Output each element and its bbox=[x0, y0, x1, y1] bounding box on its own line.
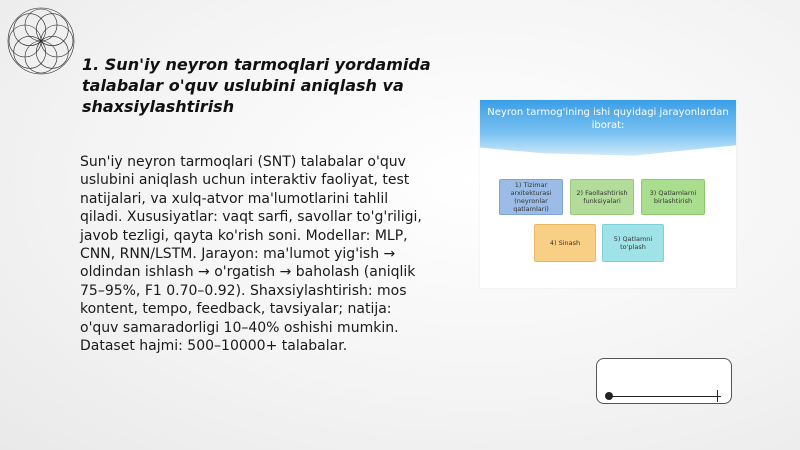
diagram-step-1: 1) Tizimar arxitekturasi (neyronlar qatlamlari) bbox=[499, 179, 563, 215]
neural-network-diagram-image bbox=[480, 100, 736, 288]
media-end-marker-icon bbox=[717, 390, 718, 402]
slide-title: 1. Sun'iy neyron tarmoqlari yordamida talabalar o'quv uslubini aniqlash va shaxsiylashtirish bbox=[82, 55, 431, 116]
media-player[interactable] bbox=[596, 358, 732, 404]
media-seek-track[interactable] bbox=[609, 396, 721, 397]
decorative-rosette-icon bbox=[4, 4, 78, 78]
diagram-header-text: Neyron tarmog'ining ishi quyidagi jarayonlardan iborat: bbox=[487, 107, 729, 131]
diagram-step-2: 2) Faollashtirish funksiyalari bbox=[570, 179, 634, 215]
diagram-step-5: 5) Qatlamni to'plash bbox=[602, 224, 664, 262]
media-seek-handle[interactable] bbox=[605, 392, 613, 400]
diagram-step-4: 4) Sinash bbox=[534, 224, 596, 262]
slide-body-text: Sun'iy neyron tarmoqlari (SNT) talabalar o'quv uslubini aniqlash uchun interaktiv faoliyat, test natijalari, va xulq-atvor ma'lumotlarini tahlil qiladi. Xususiyatlar: vaqt sarfi, savollar to'g'riligi, javob tezligi, qayta ko'rish soni. Modellar: MLP, CNN, RNN/LSTM. Jarayon: ma'lumot yig'ish → oldindan ishlash → o'rgatish → baholash (aniqlik 75–95%, F1 0.70–0.92). Shaxsiylashtirish: mos kontent, tempo, feedback, tavsiyalar; natija: o'quv samaradorligi 10–40% oshishi mumkin. Dataset hajmi: 500–10000+ talabalar. bbox=[80, 154, 422, 355]
diagram-step-3: 3) Qatlamlarni birlashtirish bbox=[641, 179, 705, 215]
